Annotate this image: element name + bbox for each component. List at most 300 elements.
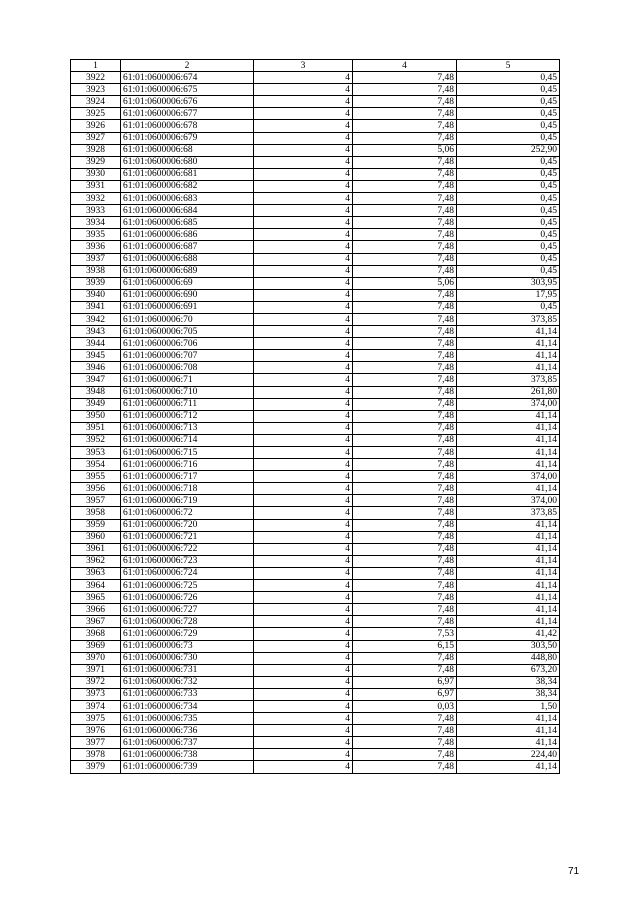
cadastral-number-cell: 61:01:0600006:735 <box>121 713 254 725</box>
row-number-cell: 3922 <box>71 72 121 84</box>
col3-value-cell: 4 <box>254 410 353 422</box>
col3-value-cell: 4 <box>254 471 353 483</box>
row-number-cell: 3939 <box>71 277 121 289</box>
col3-value-cell: 4 <box>254 652 353 664</box>
col5-value-cell: 41,14 <box>457 604 560 616</box>
col4-value-cell: 7,48 <box>353 338 457 350</box>
cadastral-number-cell: 61:01:0600006:710 <box>121 386 254 398</box>
table-row <box>71 398 560 410</box>
col3-value-cell: 4 <box>254 676 353 688</box>
table-row <box>71 725 560 737</box>
col4-value-cell: 7,48 <box>353 434 457 446</box>
cadastral-number-cell: 61:01:0600006:719 <box>121 495 254 507</box>
col4-value-cell: 7,48 <box>353 580 457 592</box>
table-row <box>71 168 560 180</box>
page-number: 71 <box>568 866 580 877</box>
data-table <box>70 59 560 774</box>
col3-value-cell: 4 <box>254 628 353 640</box>
cadastral-number-cell: 61:01:0600006:689 <box>121 265 254 277</box>
col5-value-cell: 41,14 <box>457 555 560 567</box>
col3-value-cell: 4 <box>254 604 353 616</box>
col4-value-cell: 7,48 <box>353 507 457 519</box>
table-row <box>71 664 560 676</box>
col3-value-cell: 4 <box>254 592 353 604</box>
col4-value-cell: 7,48 <box>353 253 457 265</box>
cadastral-number-cell: 61:01:0600006:68 <box>121 144 254 156</box>
col4-value-cell: 7,48 <box>353 543 457 555</box>
cadastral-number-cell: 61:01:0600006:723 <box>121 555 254 567</box>
col3-value-cell: 4 <box>254 326 353 338</box>
row-number-cell: 3923 <box>71 84 121 96</box>
col5-value-cell: 41,14 <box>457 422 560 434</box>
col4-value-cell: 7,48 <box>353 289 457 301</box>
table-row <box>71 96 560 108</box>
col5-value-cell: 41,14 <box>457 616 560 628</box>
col3-value-cell: 4 <box>254 84 353 96</box>
row-number-cell: 3976 <box>71 725 121 737</box>
cadastral-number-cell: 61:01:0600006:737 <box>121 737 254 749</box>
table-row <box>71 434 560 446</box>
col3-value-cell: 4 <box>254 567 353 579</box>
col5-value-cell: 41,14 <box>457 459 560 471</box>
row-number-cell: 3956 <box>71 483 121 495</box>
row-number-cell: 3929 <box>71 156 121 168</box>
cadastral-number-cell: 61:01:0600006:729 <box>121 628 254 640</box>
col5-value-cell: 224,40 <box>457 749 560 761</box>
col4-value-cell: 7,48 <box>353 386 457 398</box>
cadastral-number-cell: 61:01:0600006:739 <box>121 761 254 773</box>
row-number-cell: 3977 <box>71 737 121 749</box>
cadastral-number-cell: 61:01:0600006:706 <box>121 338 254 350</box>
cadastral-number-cell: 61:01:0600006:711 <box>121 398 254 410</box>
row-number-cell: 3935 <box>71 229 121 241</box>
col5-value-cell: 38,34 <box>457 688 560 700</box>
col5-value-cell: 0,45 <box>457 156 560 168</box>
row-number-cell: 3962 <box>71 555 121 567</box>
col5-value-cell: 0,45 <box>457 84 560 96</box>
col4-value-cell: 7,48 <box>353 616 457 628</box>
col4-value-cell: 7,48 <box>353 156 457 168</box>
table-row <box>71 84 560 96</box>
col3-value-cell: 4 <box>254 229 353 241</box>
cadastral-number-cell: 61:01:0600006:678 <box>121 120 254 132</box>
col3-value-cell: 4 <box>254 664 353 676</box>
col5-value-cell: 0,45 <box>457 108 560 120</box>
col5-value-cell: 0,45 <box>457 96 560 108</box>
cadastral-number-cell: 61:01:0600006:714 <box>121 434 254 446</box>
table-row <box>71 652 560 664</box>
table-row <box>71 495 560 507</box>
col5-value-cell: 41,42 <box>457 628 560 640</box>
col4-value-cell: 7,48 <box>353 241 457 253</box>
col3-value-cell: 4 <box>254 519 353 531</box>
col4-value-cell: 7,48 <box>353 410 457 422</box>
col4-value-cell: 7,48 <box>353 193 457 205</box>
col4-value-cell: 5,06 <box>353 144 457 156</box>
col4-value-cell: 7,48 <box>353 495 457 507</box>
col5-value-cell: 252,90 <box>457 144 560 156</box>
col3-value-cell: 4 <box>254 386 353 398</box>
table-row <box>71 217 560 229</box>
col3-value-cell: 4 <box>254 580 353 592</box>
row-number-cell: 3934 <box>71 217 121 229</box>
cadastral-number-cell: 61:01:0600006:738 <box>121 749 254 761</box>
col4-value-cell: 7,48 <box>353 447 457 459</box>
cadastral-number-cell: 61:01:0600006:70 <box>121 313 254 325</box>
col5-value-cell: 41,14 <box>457 362 560 374</box>
col5-value-cell: 374,00 <box>457 398 560 410</box>
table-row <box>71 555 560 567</box>
column-header-2: 2 <box>121 60 254 72</box>
col3-value-cell: 4 <box>254 362 353 374</box>
col3-value-cell: 4 <box>254 241 353 253</box>
col5-value-cell: 41,14 <box>457 567 560 579</box>
row-number-cell: 3932 <box>71 193 121 205</box>
table-row <box>71 72 560 84</box>
cadastral-number-cell: 61:01:0600006:713 <box>121 422 254 434</box>
col4-value-cell: 7,48 <box>353 749 457 761</box>
col5-value-cell: 673,20 <box>457 664 560 676</box>
table-row <box>71 507 560 519</box>
col3-value-cell: 4 <box>254 217 353 229</box>
col3-value-cell: 4 <box>254 289 353 301</box>
row-number-cell: 3970 <box>71 652 121 664</box>
row-number-cell: 3971 <box>71 664 121 676</box>
col4-value-cell: 7,48 <box>353 737 457 749</box>
table-row <box>71 471 560 483</box>
col5-value-cell: 41,14 <box>457 519 560 531</box>
table-row <box>71 483 560 495</box>
table-row <box>71 265 560 277</box>
table-row <box>71 362 560 374</box>
col4-value-cell: 7,48 <box>353 713 457 725</box>
table-row <box>71 108 560 120</box>
row-number-cell: 3949 <box>71 398 121 410</box>
row-number-cell: 3941 <box>71 301 121 313</box>
col3-value-cell: 4 <box>254 543 353 555</box>
cadastral-number-cell: 61:01:0600006:682 <box>121 180 254 192</box>
col5-value-cell: 373,85 <box>457 313 560 325</box>
col3-value-cell: 4 <box>254 483 353 495</box>
col5-value-cell: 303,50 <box>457 640 560 652</box>
table-row <box>71 350 560 362</box>
col3-value-cell: 4 <box>254 253 353 265</box>
col4-value-cell: 7,48 <box>353 229 457 241</box>
col3-value-cell: 4 <box>254 132 353 144</box>
table-row <box>71 156 560 168</box>
col5-value-cell: 0,45 <box>457 205 560 217</box>
col3-value-cell: 4 <box>254 168 353 180</box>
row-number-cell: 3948 <box>71 386 121 398</box>
row-number-cell: 3973 <box>71 688 121 700</box>
col3-value-cell: 4 <box>254 422 353 434</box>
cadastral-number-cell: 61:01:0600006:707 <box>121 350 254 362</box>
col4-value-cell: 7,48 <box>353 120 457 132</box>
row-number-cell: 3925 <box>71 108 121 120</box>
table-row <box>71 761 560 773</box>
row-number-cell: 3965 <box>71 592 121 604</box>
col4-value-cell: 7,48 <box>353 96 457 108</box>
table-row <box>71 132 560 144</box>
row-number-cell: 3940 <box>71 289 121 301</box>
cadastral-number-cell: 61:01:0600006:685 <box>121 217 254 229</box>
cadastral-number-cell: 61:01:0600006:733 <box>121 688 254 700</box>
col4-value-cell: 7,48 <box>353 725 457 737</box>
row-number-cell: 3964 <box>71 580 121 592</box>
row-number-cell: 3960 <box>71 531 121 543</box>
table-row <box>71 531 560 543</box>
table-row <box>71 676 560 688</box>
col3-value-cell: 4 <box>254 555 353 567</box>
row-number-cell: 3955 <box>71 471 121 483</box>
col4-value-cell: 6,97 <box>353 676 457 688</box>
col5-value-cell: 41,14 <box>457 434 560 446</box>
table-row <box>71 386 560 398</box>
row-number-cell: 3969 <box>71 640 121 652</box>
cadastral-number-cell: 61:01:0600006:718 <box>121 483 254 495</box>
col3-value-cell: 4 <box>254 761 353 773</box>
table-body <box>71 72 560 773</box>
col5-value-cell: 374,00 <box>457 495 560 507</box>
row-number-cell: 3972 <box>71 676 121 688</box>
cadastral-number-cell: 61:01:0600006:686 <box>121 229 254 241</box>
table-row <box>71 459 560 471</box>
col5-value-cell: 303,95 <box>457 277 560 289</box>
cadastral-number-cell: 61:01:0600006:727 <box>121 604 254 616</box>
row-number-cell: 3927 <box>71 132 121 144</box>
cadastral-number-cell: 61:01:0600006:726 <box>121 592 254 604</box>
col4-value-cell: 7,48 <box>353 132 457 144</box>
col5-value-cell: 0,45 <box>457 265 560 277</box>
table-row <box>71 374 560 386</box>
col4-value-cell: 7,48 <box>353 531 457 543</box>
table-row <box>71 580 560 592</box>
cadastral-number-cell: 61:01:0600006:736 <box>121 725 254 737</box>
col5-value-cell: 41,14 <box>457 326 560 338</box>
col5-value-cell: 0,45 <box>457 168 560 180</box>
column-header-5: 5 <box>457 60 560 72</box>
col5-value-cell: 0,45 <box>457 120 560 132</box>
col4-value-cell: 7,53 <box>353 628 457 640</box>
table-row <box>71 737 560 749</box>
col4-value-cell: 7,48 <box>353 350 457 362</box>
col5-value-cell: 41,14 <box>457 350 560 362</box>
table-row <box>71 422 560 434</box>
column-header-3: 3 <box>254 60 353 72</box>
cadastral-number-cell: 61:01:0600006:705 <box>121 326 254 338</box>
table-row <box>71 241 560 253</box>
row-number-cell: 3968 <box>71 628 121 640</box>
col4-value-cell: 7,48 <box>353 398 457 410</box>
col5-value-cell: 0,45 <box>457 132 560 144</box>
col4-value-cell: 7,48 <box>353 519 457 531</box>
table-row <box>71 193 560 205</box>
col4-value-cell: 7,48 <box>353 326 457 338</box>
col4-value-cell: 5,06 <box>353 277 457 289</box>
cadastral-number-cell: 61:01:0600006:732 <box>121 676 254 688</box>
col4-value-cell: 7,48 <box>353 217 457 229</box>
col3-value-cell: 4 <box>254 265 353 277</box>
col4-value-cell: 7,48 <box>353 108 457 120</box>
table-row <box>71 229 560 241</box>
col3-value-cell: 4 <box>254 193 353 205</box>
table-row <box>71 144 560 156</box>
row-number-cell: 3979 <box>71 761 121 773</box>
table-row <box>71 277 560 289</box>
row-number-cell: 3961 <box>71 543 121 555</box>
cadastral-number-cell: 61:01:0600006:715 <box>121 447 254 459</box>
col3-value-cell: 4 <box>254 72 353 84</box>
table-row <box>71 289 560 301</box>
row-number-cell: 3930 <box>71 168 121 180</box>
col3-value-cell: 4 <box>254 713 353 725</box>
col3-value-cell: 4 <box>254 507 353 519</box>
col3-value-cell: 4 <box>254 301 353 313</box>
col3-value-cell: 4 <box>254 156 353 168</box>
col4-value-cell: 6,15 <box>353 640 457 652</box>
table-row <box>71 749 560 761</box>
col5-value-cell: 41,14 <box>457 447 560 459</box>
cadastral-number-cell: 61:01:0600006:721 <box>121 531 254 543</box>
col4-value-cell: 7,48 <box>353 374 457 386</box>
row-number-cell: 3933 <box>71 205 121 217</box>
col3-value-cell: 4 <box>254 374 353 386</box>
col5-value-cell: 0,45 <box>457 253 560 265</box>
col3-value-cell: 4 <box>254 96 353 108</box>
cadastral-number-cell: 61:01:0600006:684 <box>121 205 254 217</box>
table-row <box>71 205 560 217</box>
col5-value-cell: 261,80 <box>457 386 560 398</box>
col5-value-cell: 0,45 <box>457 241 560 253</box>
table-row <box>71 410 560 422</box>
col4-value-cell: 7,48 <box>353 761 457 773</box>
cadastral-number-cell: 61:01:0600006:677 <box>121 108 254 120</box>
col4-value-cell: 7,48 <box>353 362 457 374</box>
row-number-cell: 3946 <box>71 362 121 374</box>
col4-value-cell: 0,03 <box>353 700 457 712</box>
col4-value-cell: 7,48 <box>353 84 457 96</box>
cadastral-number-cell: 61:01:0600006:69 <box>121 277 254 289</box>
row-number-cell: 3924 <box>71 96 121 108</box>
col3-value-cell: 4 <box>254 144 353 156</box>
row-number-cell: 3954 <box>71 459 121 471</box>
cadastral-number-cell: 61:01:0600006:679 <box>121 132 254 144</box>
col5-value-cell: 41,14 <box>457 531 560 543</box>
row-number-cell: 3931 <box>71 180 121 192</box>
col4-value-cell: 7,48 <box>353 652 457 664</box>
row-number-cell: 3963 <box>71 567 121 579</box>
col5-value-cell: 41,14 <box>457 410 560 422</box>
col4-value-cell: 7,48 <box>353 168 457 180</box>
col4-value-cell: 7,48 <box>353 471 457 483</box>
col5-value-cell: 38,34 <box>457 676 560 688</box>
col3-value-cell: 4 <box>254 725 353 737</box>
table-row <box>71 604 560 616</box>
row-number-cell: 3938 <box>71 265 121 277</box>
row-number-cell: 3959 <box>71 519 121 531</box>
col4-value-cell: 7,48 <box>353 301 457 313</box>
col3-value-cell: 4 <box>254 737 353 749</box>
cadastral-number-cell: 61:01:0600006:722 <box>121 543 254 555</box>
col3-value-cell: 4 <box>254 616 353 628</box>
cadastral-number-cell: 61:01:0600006:71 <box>121 374 254 386</box>
col4-value-cell: 7,48 <box>353 483 457 495</box>
col5-value-cell: 448,80 <box>457 652 560 664</box>
column-header-1: 1 <box>71 60 121 72</box>
row-number-cell: 3947 <box>71 374 121 386</box>
col5-value-cell: 0,45 <box>457 72 560 84</box>
col3-value-cell: 4 <box>254 749 353 761</box>
row-number-cell: 3953 <box>71 447 121 459</box>
col5-value-cell: 41,14 <box>457 483 560 495</box>
row-number-cell: 3945 <box>71 350 121 362</box>
col4-value-cell: 7,48 <box>353 459 457 471</box>
col3-value-cell: 4 <box>254 688 353 700</box>
row-number-cell: 3974 <box>71 700 121 712</box>
row-number-cell: 3967 <box>71 616 121 628</box>
row-number-cell: 3937 <box>71 253 121 265</box>
row-number-cell: 3966 <box>71 604 121 616</box>
table-row <box>71 592 560 604</box>
col4-value-cell: 7,48 <box>353 180 457 192</box>
cadastral-number-cell: 61:01:0600006:731 <box>121 664 254 676</box>
col4-value-cell: 7,48 <box>353 664 457 676</box>
table-row <box>71 313 560 325</box>
table-row <box>71 628 560 640</box>
row-number-cell: 3958 <box>71 507 121 519</box>
col5-value-cell: 41,14 <box>457 761 560 773</box>
col3-value-cell: 4 <box>254 205 353 217</box>
table-row <box>71 180 560 192</box>
col3-value-cell: 4 <box>254 398 353 410</box>
table-row <box>71 326 560 338</box>
cadastral-number-cell: 61:01:0600006:687 <box>121 241 254 253</box>
row-number-cell: 3951 <box>71 422 121 434</box>
column-header-4: 4 <box>353 60 457 72</box>
col4-value-cell: 7,48 <box>353 555 457 567</box>
col5-value-cell: 0,45 <box>457 180 560 192</box>
cadastral-number-cell: 61:01:0600006:681 <box>121 168 254 180</box>
cadastral-number-cell: 61:01:0600006:680 <box>121 156 254 168</box>
cadastral-number-cell: 61:01:0600006:676 <box>121 96 254 108</box>
col3-value-cell: 4 <box>254 700 353 712</box>
row-number-cell: 3926 <box>71 120 121 132</box>
col5-value-cell: 0,45 <box>457 217 560 229</box>
row-number-cell: 3975 <box>71 713 121 725</box>
col5-value-cell: 374,00 <box>457 471 560 483</box>
table-row <box>71 301 560 313</box>
col3-value-cell: 4 <box>254 120 353 132</box>
col4-value-cell: 7,48 <box>353 72 457 84</box>
table-row <box>71 616 560 628</box>
col3-value-cell: 4 <box>254 338 353 350</box>
cadastral-number-cell: 61:01:0600006:712 <box>121 410 254 422</box>
cadastral-number-cell: 61:01:0600006:674 <box>121 72 254 84</box>
col5-value-cell: 41,14 <box>457 725 560 737</box>
col5-value-cell: 41,14 <box>457 713 560 725</box>
col5-value-cell: 17,95 <box>457 289 560 301</box>
cadastral-number-cell: 61:01:0600006:724 <box>121 567 254 579</box>
col4-value-cell: 7,48 <box>353 265 457 277</box>
col5-value-cell: 41,14 <box>457 580 560 592</box>
col3-value-cell: 4 <box>254 350 353 362</box>
cadastral-number-cell: 61:01:0600006:688 <box>121 253 254 265</box>
row-number-cell: 3936 <box>71 241 121 253</box>
col3-value-cell: 4 <box>254 434 353 446</box>
col5-value-cell: 373,85 <box>457 374 560 386</box>
col3-value-cell: 4 <box>254 531 353 543</box>
table-row <box>71 567 560 579</box>
